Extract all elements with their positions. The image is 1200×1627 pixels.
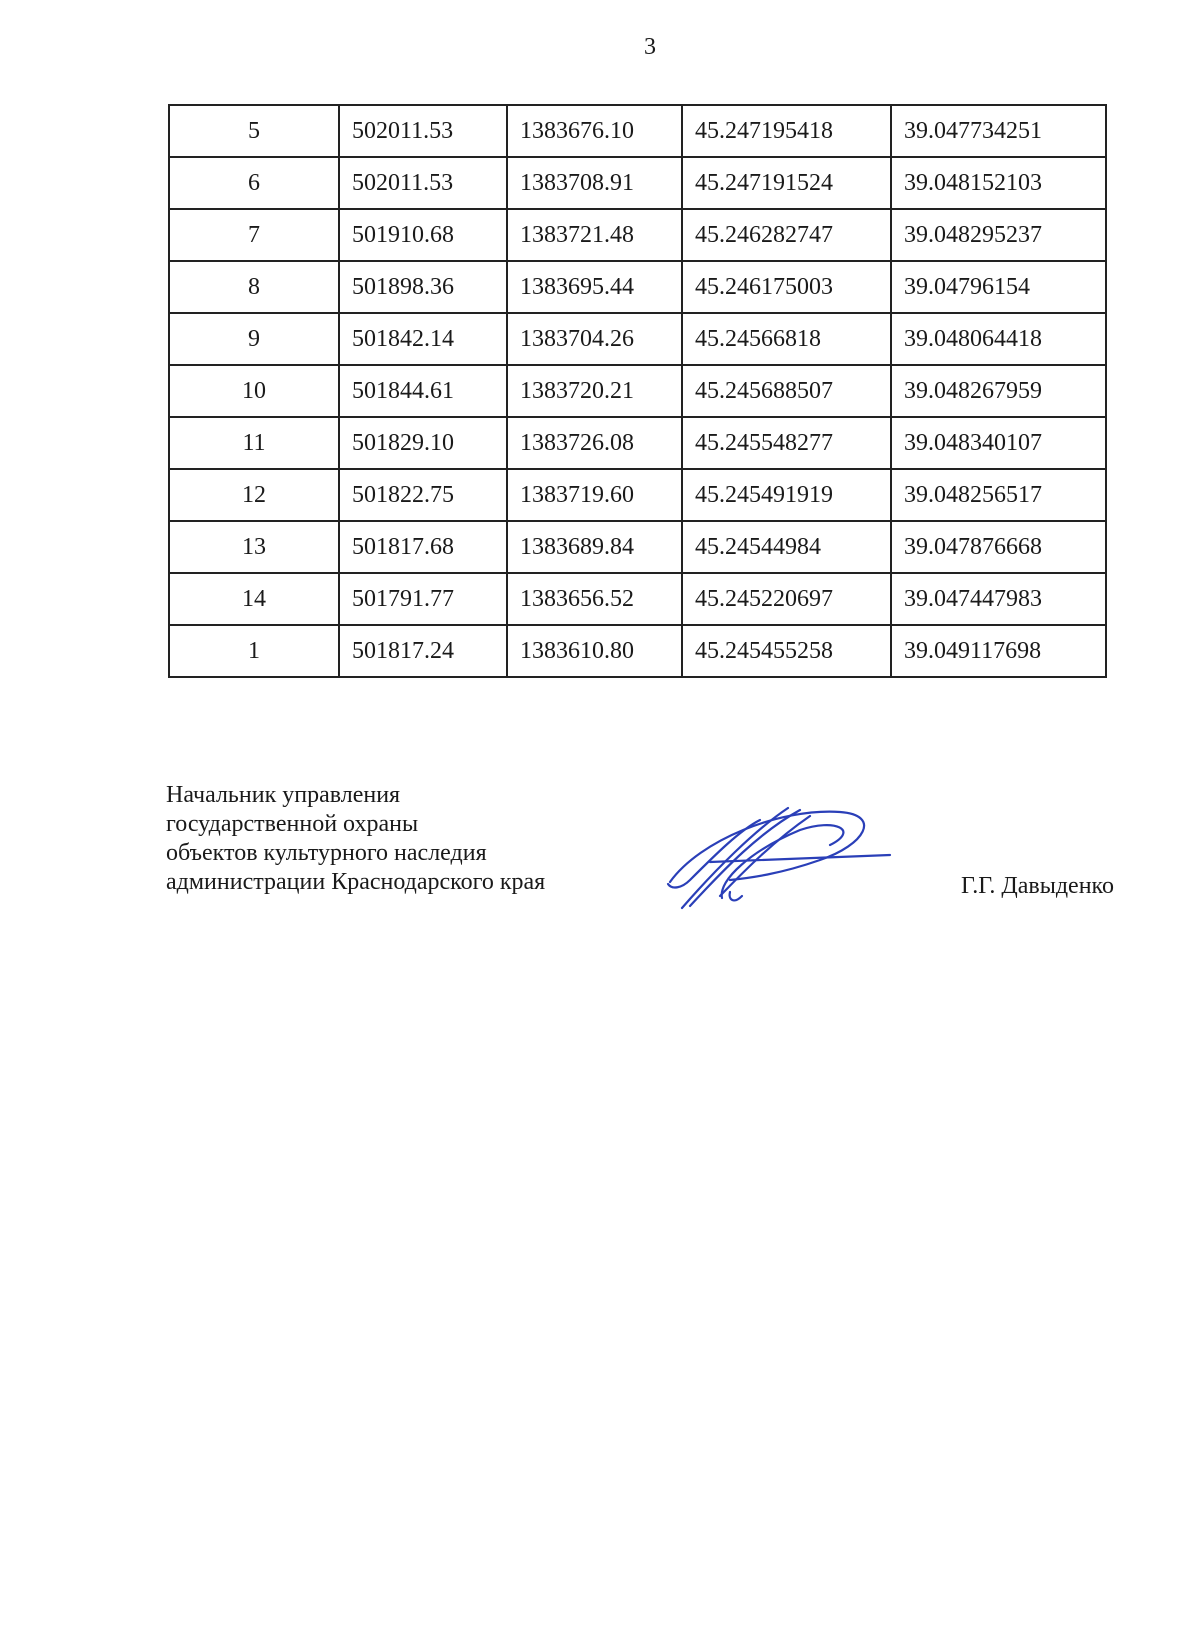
table-row (169, 157, 1106, 209)
coordinate-cell: 39.048295237 (891, 209, 1106, 261)
table-row (169, 625, 1106, 677)
coordinate-cell: 1383610.80 (507, 625, 682, 677)
handwritten-signature (660, 800, 900, 930)
coordinates-table (168, 104, 1107, 678)
coordinate-cell: 501844.61 (339, 365, 507, 417)
point-number-cell: 11 (169, 417, 339, 469)
point-number-cell: 5 (169, 105, 339, 157)
point-number-cell: 1 (169, 625, 339, 677)
coordinate-cell: 501842.14 (339, 313, 507, 365)
coordinate-cell: 1383719.60 (507, 469, 682, 521)
coordinate-cell: 45.245491919 (682, 469, 891, 521)
coordinate-cell: 1383720.21 (507, 365, 682, 417)
coordinate-cell: 1383726.08 (507, 417, 682, 469)
position-line: объектов культурного наследия (166, 840, 487, 866)
coordinate-cell: 1383708.91 (507, 157, 682, 209)
coordinate-cell: 1383676.10 (507, 105, 682, 157)
coordinate-cell: 1383695.44 (507, 261, 682, 313)
coordinate-cell: 502011.53 (339, 105, 507, 157)
coordinate-cell: 39.048064418 (891, 313, 1106, 365)
coordinate-cell: 39.048267959 (891, 365, 1106, 417)
coordinate-cell: 45.24544984 (682, 521, 891, 573)
coordinate-cell: 501898.36 (339, 261, 507, 313)
table-row (169, 417, 1106, 469)
position-line: администрации Краснодарского края (166, 869, 546, 895)
coordinate-cell: 39.048340107 (891, 417, 1106, 469)
point-number-cell: 14 (169, 573, 339, 625)
coordinate-cell: 1383656.52 (507, 573, 682, 625)
coordinate-cell: 45.246175003 (682, 261, 891, 313)
coordinate-cell: 501817.24 (339, 625, 507, 677)
coordinate-cell: 45.246282747 (682, 209, 891, 261)
coordinate-cell: 501829.10 (339, 417, 507, 469)
coordinate-cell: 501910.68 (339, 209, 507, 261)
point-number-cell: 9 (169, 313, 339, 365)
table-row (169, 521, 1106, 573)
coordinate-cell: 501822.75 (339, 469, 507, 521)
point-number-cell: 10 (169, 365, 339, 417)
point-number-cell: 12 (169, 469, 339, 521)
coordinate-cell: 39.049117698 (891, 625, 1106, 677)
table-row (169, 261, 1106, 313)
table-row (169, 365, 1106, 417)
coordinate-cell: 39.047876668 (891, 521, 1106, 573)
page-number: 3 (644, 34, 656, 60)
point-number-cell: 6 (169, 157, 339, 209)
coordinate-cell: 39.04796154 (891, 261, 1106, 313)
coordinate-cell: 45.247191524 (682, 157, 891, 209)
coordinate-cell: 501817.68 (339, 521, 507, 573)
coordinate-cell: 1383721.48 (507, 209, 682, 261)
coordinate-cell: 39.048256517 (891, 469, 1106, 521)
coordinate-cell: 45.247195418 (682, 105, 891, 157)
table-row (169, 573, 1106, 625)
coordinate-cell: 1383689.84 (507, 521, 682, 573)
coordinate-cell: 45.24566818 (682, 313, 891, 365)
coordinate-cell: 501791.77 (339, 573, 507, 625)
coordinate-cell: 45.245220697 (682, 573, 891, 625)
signatory-position (166, 781, 545, 897)
coordinate-cell: 45.245548277 (682, 417, 891, 469)
table-row (169, 105, 1106, 157)
position-line: Начальник управления (166, 782, 401, 808)
coordinate-cell: 502011.53 (339, 157, 507, 209)
point-number-cell: 7 (169, 209, 339, 261)
coordinate-cell: 45.245455258 (682, 625, 891, 677)
table-row (169, 209, 1106, 261)
coordinate-cell: 39.048152103 (891, 157, 1106, 209)
coordinate-cell: 1383704.26 (507, 313, 682, 365)
coordinates-table-body (169, 105, 1106, 677)
coordinate-cell: 45.245688507 (682, 365, 891, 417)
signer-name: Г.Г. Давыденко (961, 873, 1114, 899)
position-line: государственной охраны (166, 811, 419, 837)
point-number-cell: 8 (169, 261, 339, 313)
coordinate-cell: 39.047734251 (891, 105, 1106, 157)
table-row (169, 469, 1106, 521)
table-row (169, 313, 1106, 365)
point-number-cell: 13 (169, 521, 339, 573)
coordinate-cell: 39.047447983 (891, 573, 1106, 625)
